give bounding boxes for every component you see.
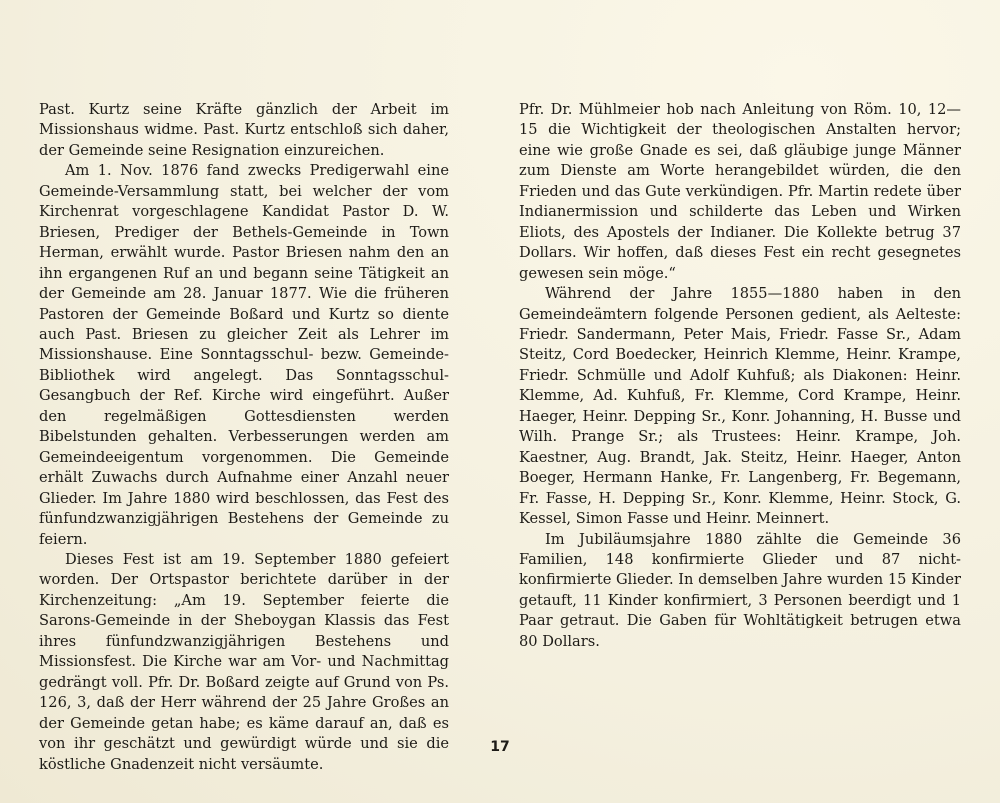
paragraph: Past. Kurtz seine Kräfte gänzlich der Arbeit im Missionshaus widme. Past. Kurtz entschloß sich daher, der Gemeinde seine Resignation einzureichen. <box>39 101 449 159</box>
paragraph: Im Jubiläumsjahre 1880 zählte die Gemeinde 36 Familien, 148 konfirmierte Glieder und 87 nicht-konfirmierte Glieder. In demselben Jahre wurden 15 Kinder getauft, 11 Kinder konfirmiert, 3 Personen beerdigt und 1 Paar getraut. Die Gaben für Wohltätigkeit betrugen etwa 80 Dollars. <box>519 530 961 650</box>
right-column <box>519 100 961 652</box>
left-column <box>39 100 449 775</box>
paragraph: Dieses Fest ist am 19. September 1880 gefeiert worden. Der Ortspastor berichtete darüber in der Kirchenzeitung: „Am 19. September feierte die Sarons-Gemeinde in der Sheboygan Klassis das Fest ihres fünfundzwanzigjährigen Bestehens und Missionsfest. Die Kirche war am Vor- und Nachmittag gedrängt voll. Pfr. Dr. Boßard zeigte auf Grund von Ps. 126, 3, daß der Herr während der 25 Jahre Großes an der Gemeinde getan habe; es käme darauf an, daß es von ihr geschätzt und gewürdigt würde und sie die köstliche Gnadenzeit nicht versäumte. <box>39 550 449 773</box>
paragraph: Pfr. Dr. Mühlmeier hob nach Anleitung von Röm. 10, 12—15 die Wichtigkeit der theologischen Anstalten hervor; eine wie große Gnade es sei, daß gläubige junge Männer zum Dienste am Worte herangebildet würden, die den Frieden und das Gute verkündigen. Pfr. Martin redete über Indianermission und schilderte das Leben und Wirken Eliots, des Apostels der Indianer. Die Kollekte betrug 37 Dollars. Wir hoffen, daß dieses Fest ein recht gesegnetes gewesen sein möge.“ <box>519 101 961 282</box>
paragraph: Am 1. Nov. 1876 fand zwecks Predigerwahl eine Gemeinde-Versammlung statt, bei welcher der vom Kirchenrat vorgeschlagene Kandidat Pastor D. W. Briesen, Prediger der Bethels-Gemeinde in Town Herman, erwählt wurde. Pastor Briesen nahm den an ihn ergangenen Ruf an und begann seine Tätigkeit an der Gemeinde am 28. Januar 1877. Wie die früheren Pastoren der Gemeinde Boßard und Kurtz so diente auch Past. Briesen zu gleicher Zeit als Lehrer im Missionshause. Eine Sonntagsschul- bezw. Gemeinde-Bibliothek wird angelegt. Das Sonntagsschul-Gesangbuch der Ref. Kirche wird eingeführt. Außer den regelmäßigen Gottesdiensten werden Bibelstunden gehalten. Verbesserungen werden am Gemeindeeigentum vorgenommen. Die Gemeinde erhält Zuwachs durch Aufnahme einer Anzahl neuer Glieder. Im Jahre 1880 wird beschlossen, das Fest des fünfundzwanzigjährigen Bestehens der Gemeinde zu feiern. <box>39 162 449 548</box>
page-number: 17 <box>490 739 510 755</box>
paragraph: Während der Jahre 1855—1880 haben in den Gemeindeämtern folgende Personen gedient, als Aelteste: Friedr. Sandermann, Peter Mais, Friedr. Fasse Sr., Adam Steitz, Cord Boedecker, Heinrich Klemme, Heinr. Krampe, Friedr. Schmülle und Adolf Kuhfuß; als Diakonen: Heinr. Klemme, Ad. Kuhfuß, Fr. Klemme, Cord Krampe, Heinr. Haeger, Heinr. Depping Sr., Konr. Johanning, H. Busse und Wilh. Prange Sr.; als Trustees: Heinr. Krampe, Joh. Kaestner, Aug. Brandt, Jak. Steitz, Heinr. Haeger, Anton Boeger, Hermann Hanke, Fr. Langenberg, Fr. Begemann, Fr. Fasse, H. Depping Sr., Konr. Klemme, Heinr. Stock, G. Kessel, Simon Fasse und Heinr. Meinnert. <box>519 285 961 528</box>
